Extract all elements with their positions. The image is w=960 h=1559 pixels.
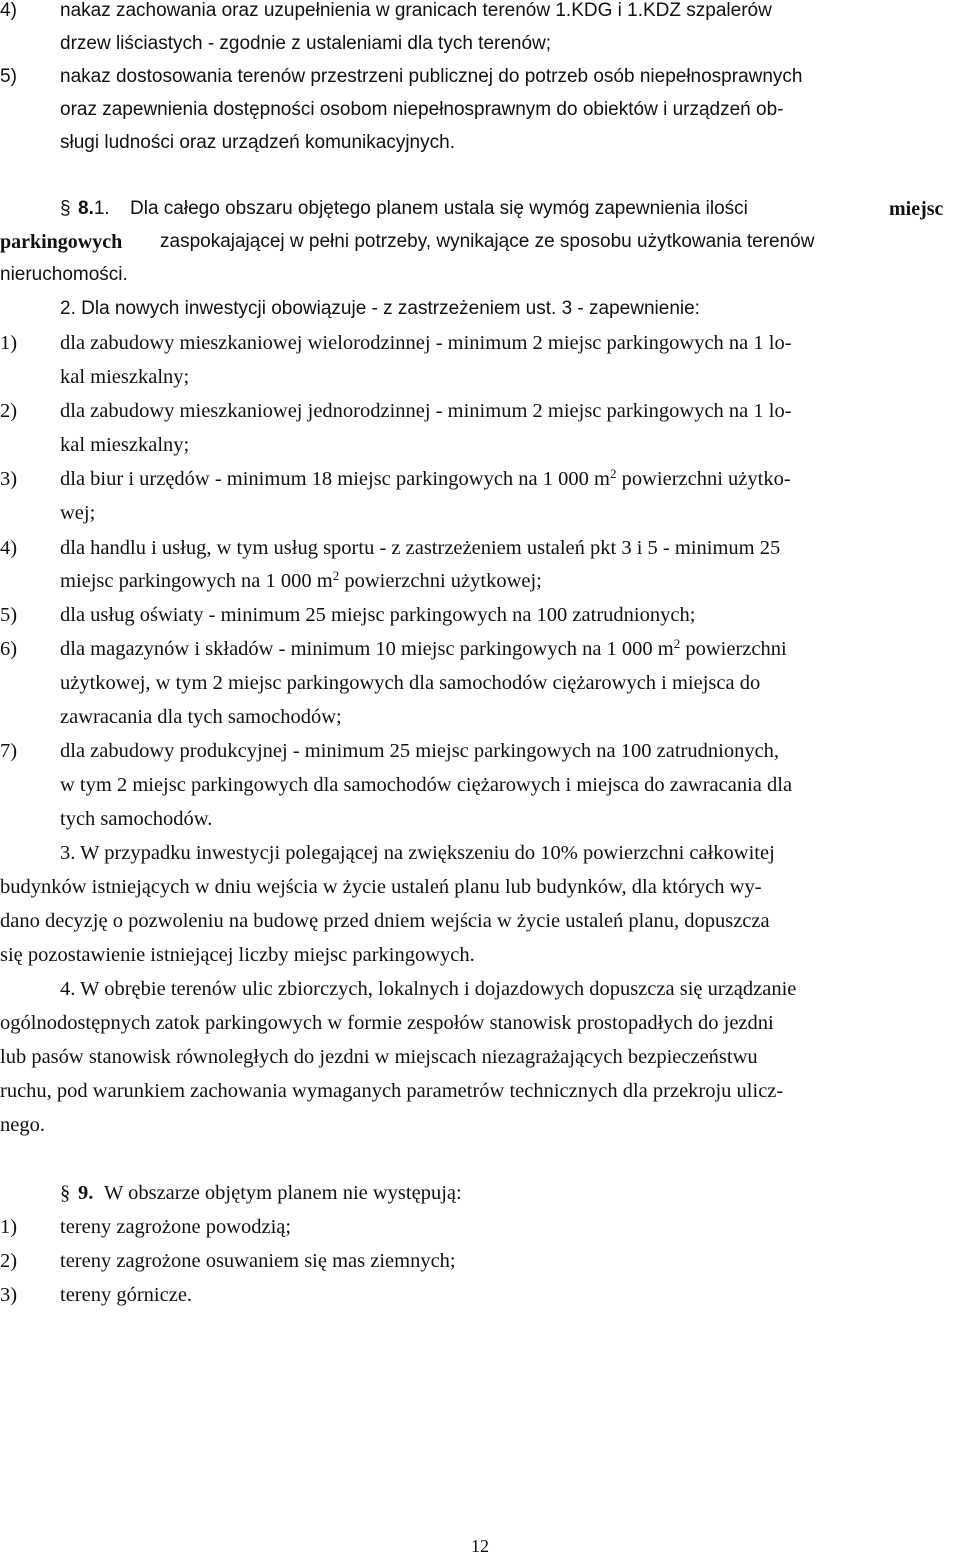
document-page: 4) nakaz zachowania oraz uzupełnienia w granicach terenów 1.KDG i 1.KDZ szpalerów drzew liściastych - zgodnie z ustaleniami dla tych terenów; 5) nakaz dostosowania terenów przestrzeni publicznej do potrzeb osób niepełnosprawnych oraz zapewnienia dostępności osobom niepełnosprawnym do obiektów i urządzeń ob- sługi ludności oraz urządzeń komunikacyjnych. § 8.1. Dla całego obszaru objętego planem ustala się wymóg zapewnienia ilości miejsc parkingowych zaspokajającej w pełni potrzeby, wynikające ze sposobu użytkowania terenów nieruchomości. 2. Dla nowych inwestycji obowiązuje - z zastrzeżeniem ust. 3 - zapewnienie: 1) dla zabudowy mieszkaniowej wielorodzinnej - minimum 2 miejsc parkingowych na 1 lo- kal mieszkalny; 2) dla zabudowy mieszkaniowej jednorodzinnej - minimum 2 miejsc parkingowych na 1 lo- kal mieszkalny; 3) dla biur i urzędów - minimum 18 miejsc parkingowych na 1 000 $m^2$ powierzchni użytko- wej; 4) dla handlu i usług, w tym usług sportu - z zastrzeżeniem ustaleń pkt 3 i 5 - minimum 25 miejsc parkingowych na 1 000 $m^2$ powierzchni użytkowej; 5) dla usług oświaty - minimum 25 miejsc parkingowych na 100 zatrudnionych; 6) dla magazynów i składów - minimum 10 miejsc parkingowych na 1 000 $m^2$ powierzchni użytkowej, w tym 2 miejsc parkingowych dla samochodów ciężarowych i miejsca do zawracania dla tych samochodów; 7) dla zabudowy produkcyjnej - minimum 25 miejsc parkingowych na 100 zatrudnionych, w tym 2 miejsc parkingowych dla samochodów ciężarowych i miejsca do zawracania dla tych samochodów. 3. W przypadku inwestycji polegającej na zwiększeniu do 10% powierzchni całkowitej budynków istniejących w dniu wejścia w życie ustaleń planu lub budynków, dla których wy- dano decyzję o pozwoleniu na budowę przed dniem wejścia w życie ustaleń planu, dopuszcza się pozostawienie istniejącej liczby miejsc parkingowych. 4. W obrębie terenów ulic zbiorczych, lokalnych i dojazdowych dopuszcza się urządzanie ogólnodostępnych zatok parkingowych w formie zespołów stanowisk prostopadłych do jezdni lub pasów stanowisk równoległych do jezdni w miejscach niezagrażających bezpieczeństwu ruchu, pod warunkiem zachowania wymaganych parametrów technicznych dla przekroju ulicz- nego. § 9. W obszarze objętym planem nie występują: 1) tereny zagrożone powodzią; 2) tereny zagrożone osuwaniem się mas ziemnych; 3) tereny górnicze. 12 [0,0,960,1559]
bold-term: parkingowych [0,231,123,253]
bold-term: miejsc [889,198,944,220]
list-number: 5) [0,66,17,87]
list-number: 4) [0,0,17,21]
section-sign: § [60,198,71,219]
section-sign: § [60,1182,71,1204]
page-number: 12 [471,1536,489,1556]
section-number: 8. [78,198,94,219]
section-number: 9. [78,1182,94,1204]
